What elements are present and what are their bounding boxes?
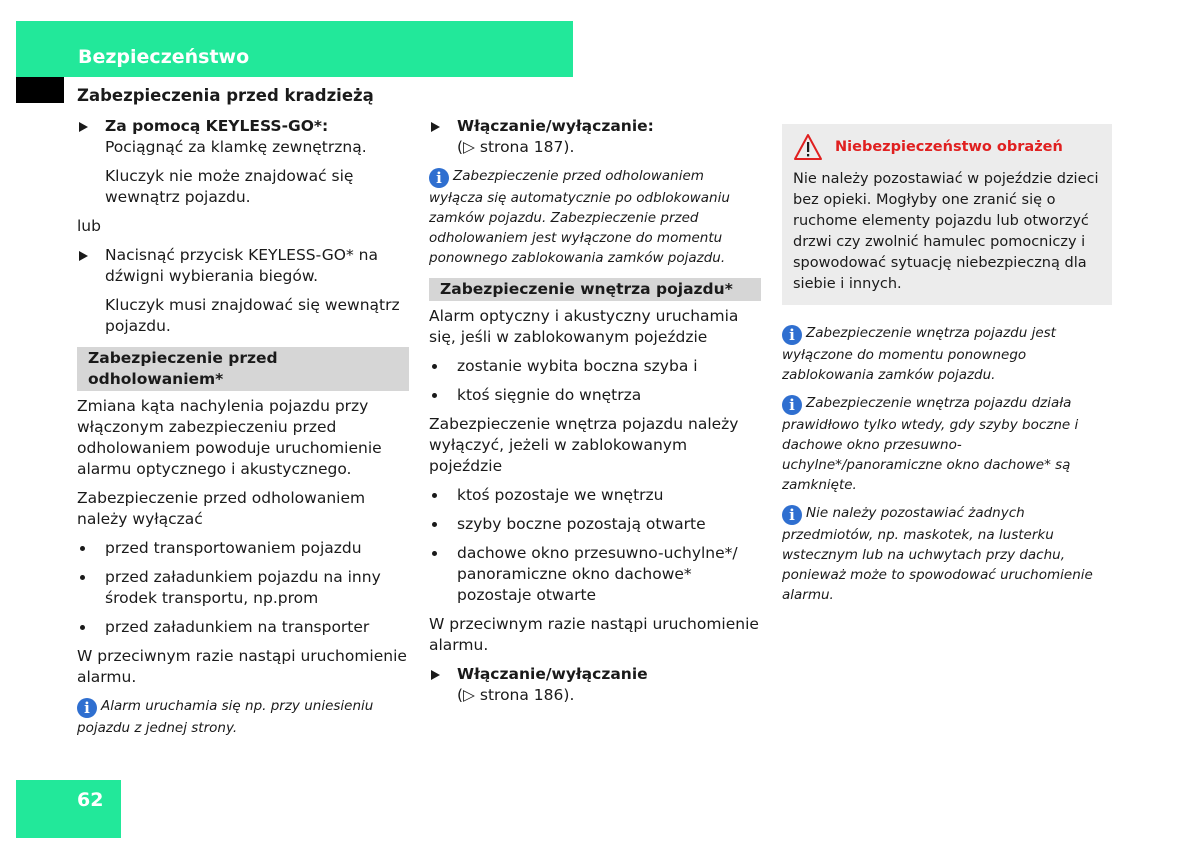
step-label: Włączanie/wyłączanie <box>457 665 648 683</box>
subheading-interior-protection: Zabezpieczenie wnętrza pojazdu* <box>429 278 761 301</box>
step-toggle-interior <box>429 664 761 706</box>
list-item: ktoś pozostaje we wnętrzu <box>429 485 761 506</box>
or-text: lub <box>77 217 101 235</box>
step-text: Nacisnąć przycisk KEYLESS-GO* na dźwigni wybierania biegów. <box>105 246 378 285</box>
warning-title: Niebezpieczeństwo obrażeń <box>835 138 1063 155</box>
paragraph: W przeciwnym razie nastąpi uruchomienie alarmu. <box>429 615 759 654</box>
arrow-right-icon <box>79 122 88 132</box>
warning-box <box>782 124 1112 305</box>
page-number: 62 <box>77 789 104 811</box>
arrow-right-icon <box>431 122 440 132</box>
list-item: ktoś sięgnie do wnętrza <box>429 385 761 406</box>
column-1 <box>77 116 409 746</box>
step-text: Pociągnąć za klamkę zewnętrzną. <box>105 138 367 156</box>
page-reference-link[interactable]: (▷ strona 187). <box>457 138 575 156</box>
step-keyless-go <box>77 116 409 158</box>
note-text: Zabezpieczenie wnętrza pojazdu jest wyłączone do momentu ponownego zablokowania zamków pojazdu. <box>782 325 1056 383</box>
column-3 <box>782 124 1112 613</box>
column-2 <box>429 116 761 714</box>
step-label: Za pomocą KEYLESS-GO*: <box>105 117 329 135</box>
step-note: Kluczyk musi znajdować się wewnątrz pojazdu. <box>105 296 400 335</box>
warning-header <box>793 133 1102 161</box>
paragraph: Zabezpieczenie wnętrza pojazdu należy wyłączyć, jeżeli w zablokowanym pojeździe <box>429 415 739 475</box>
bullet-list <box>429 485 761 606</box>
subheading-tow-protection: Zabezpieczenie przed odholowaniem* <box>77 347 409 391</box>
paragraph: Zmiana kąta nachylenia pojazdu przy włączonym zabezpieczeniu przed odholowaniem powoduje uruchomienie alarmu optycznego i akustycznego. <box>77 397 382 478</box>
chapter-title: Bezpieczeństwo <box>78 46 250 68</box>
info-note <box>782 393 1112 495</box>
paragraph: W przeciwnym razie nastąpi uruchomienie alarmu. <box>77 647 407 686</box>
info-note <box>77 696 409 738</box>
note-text: Zabezpieczenie przed odholowaniem wyłącza się automatycznie po odblokowaniu zamków pojazdu. Zabezpieczenie przed odholowaniem jest wyłączone do momentu ponownego zablokowania zamków pojazdu. <box>429 168 730 266</box>
step-label: Włączanie/wyłączanie: <box>457 117 654 135</box>
step-toggle-tow <box>429 116 761 158</box>
note-text: Alarm uruchamia się np. przy uniesieniu pojazdu z jednej strony. <box>77 698 374 736</box>
warning-triangle-icon <box>793 133 823 161</box>
section-title: Zabezpieczenia przed kradzieżą <box>77 86 374 105</box>
step-note: Kluczyk nie może znajdować się wewnątrz pojazdu. <box>105 167 354 206</box>
paragraph: Alarm optyczny i akustyczny uruchamia się, jeśli w zablokowanym pojeździe <box>429 307 739 346</box>
bullet-list <box>429 356 761 406</box>
list-item: przed załadunkiem pojazdu na inny środek transportu, np.prom <box>77 567 409 609</box>
list-item: zostanie wybita boczna szyba i <box>429 356 761 377</box>
list-item: szyby boczne pozostają otwarte <box>429 514 761 535</box>
arrow-right-icon <box>79 251 88 261</box>
bullet-list <box>77 538 409 638</box>
list-item: dachowe okno przesuwno-uchylne*/ panoramiczne okno dachowe* pozostaje otwarte <box>429 543 761 606</box>
chapter-header <box>16 21 573 77</box>
note-text: Zabezpieczenie wnętrza pojazdu działa prawidłowo tylko wtedy, gdy szyby boczne i dachowe okno przesuwno-uchylne*/panoramiczne okno dachowe* są zamknięte. <box>782 395 1079 493</box>
list-item: przed załadunkiem na transporter <box>77 617 409 638</box>
info-note <box>429 166 761 268</box>
info-icon: i <box>77 698 97 718</box>
section-marker <box>16 77 64 103</box>
info-note <box>782 323 1112 385</box>
info-note <box>782 503 1112 605</box>
paragraph: Zabezpieczenie przed odholowaniem należy wyłączać <box>77 489 366 528</box>
note-text: Nie należy pozostawiać żadnych przedmiotów, np. maskotek, na lusterku wstecznym lub na uchwytach przy dachu, ponieważ może to spowodować uruchomienie alarmu. <box>782 505 1093 603</box>
info-icon: i <box>782 505 802 525</box>
arrow-right-icon <box>431 670 440 680</box>
info-icon: i <box>782 325 802 345</box>
list-item: przed transportowaniem pojazdu <box>77 538 409 559</box>
info-icon: i <box>782 395 802 415</box>
info-icon: i <box>429 168 449 188</box>
page-number-tab <box>16 780 121 838</box>
page-reference-link[interactable]: (▷ strona 186). <box>457 686 575 704</box>
step-keyless-button <box>77 245 409 287</box>
warning-text: Nie należy pozostawiać w pojeździe dzieci bez opieki. Mogłyby one zranić się o ruchome elementy pojazdu lub otworzyć drzwi czy zwolnić hamulec pomocniczy i spowodować sytuację niebezpieczną dla siebie i innych. <box>793 171 1099 292</box>
